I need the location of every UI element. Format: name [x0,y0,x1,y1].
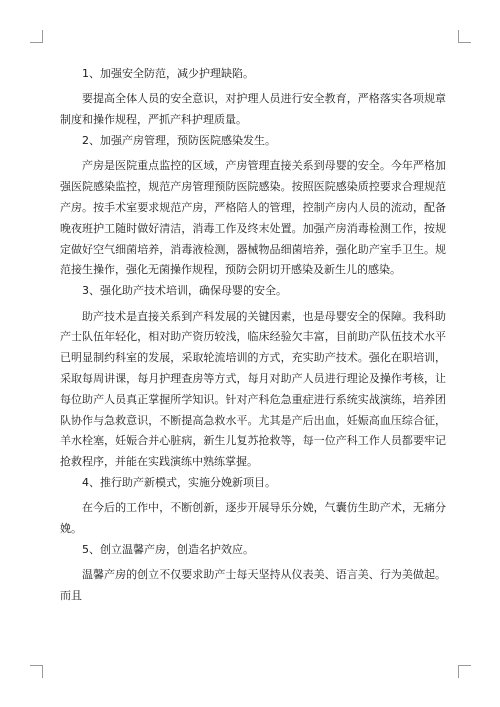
crop-mark-bottom-left [30,665,43,678]
section-heading-4: 4、推行助产新模式，实施分娩新项目。 [82,475,276,489]
section-paragraph-3: 助产技术是直接关系到产科发展的关键因素，也是母婴安全的保障。我科助产士队伍年轻化，相对助产资历较浅，临床经验欠丰富，目前助产队伍技术水平已明显制约科室的发展，采取轮流培训的方式，充实助产技术。强化在职培训，采取每周讲课，每月护理查房等方式，每月对助产人员进行理论及操作考核，让每位助产人员真正掌握所学知识。针对产科危急重症进行系统实战演练，培养团队协作与急救意识，不断提高急救水平。尤其是产后出血，妊娠高血压综合征，羊水栓塞，妊娠合并心脏病，新生儿复苏抢救等，每一位产科工作人员都要牢记抢救程序，并能在实践演练中熟练掌握。 [60,309,446,469]
section-paragraph-2: 产房是医院重点监控的区域，产房管理直接关系到母婴的安全。今年严格加强医院感染监控，规范产房管理预防医院感染。按照医院感染质控要求合理规范产房。按手术室要求规范产房，严格陪人的管理，控制产房内人员的流动，配备晚夜班护工随时做好清洁，消毒工作及终末处置。加强产房消毒检测工作，按规定做好空气细菌培养，消毒液检测，器械物品细菌培养，强化助产室手卫生。规范接生操作，强化无菌操作规程，预防会阴切开感染及新生儿的感染。 [60,159,446,277]
crop-mark-top-right [458,30,471,43]
crop-mark-top-left [30,30,43,43]
section-paragraph-1: 要提高全体人员的安全意识，对护理人员进行安全教育，严格落实各项规章制度和操作规程，严抓产科护理质量。 [60,92,446,127]
crop-mark-bottom-right [458,665,471,678]
document-body [60,64,446,607]
section-paragraph-5: 温馨产房的创立不仅要求助产士每天坚持从仪表美、语言美、行为美做起。而且 [60,568,446,603]
section-heading-3: 3、强化助产技术培训，确保母婴的安全。 [82,284,287,298]
section-heading-5: 5、创立温馨产房，创造名护效应。 [82,542,254,556]
section-paragraph-4: 在今后的工作中，不断创新，逐步开展导乐分娩，气囊仿生助产术，无痛分娩。 [60,501,446,536]
section-heading-1: 1、加强安全防范，减少护理缺陷。 [82,67,254,80]
section-heading-2: 2、加强产房管理，预防医院感染发生。 [82,133,276,147]
